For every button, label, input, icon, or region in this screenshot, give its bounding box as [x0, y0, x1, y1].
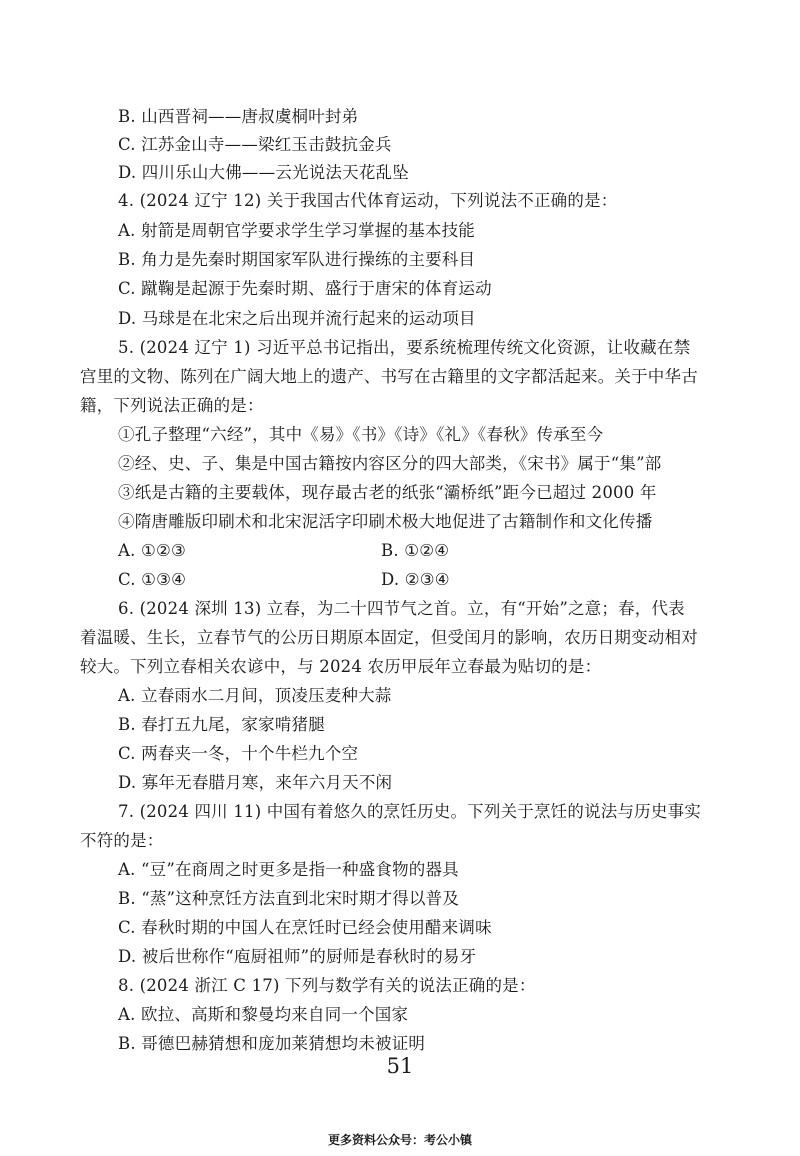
option-6a: A. 立春雨水二月间，顶凌压麦种大蒜 — [118, 686, 392, 705]
option-7c: C. 春秋时期的中国人在烹饪时已经会使用醋来调味 — [118, 918, 492, 937]
question-6-stem-line1: 6. (2024 深圳 13) 立春，为二十四节气之首。立，有“开始”之意；春，代表 — [118, 599, 685, 618]
option-3c: C. 江苏金山寺——梁红玉击鼓抗金兵 — [118, 135, 392, 154]
question-7-stem-line2: 不符的是： — [80, 831, 164, 850]
statement-2: ②经、史、子、集是中国古籍按内容区分的四大部类，《宋书》属于“集”部 — [118, 454, 662, 473]
option-8b: B. 哥德巴赫猜想和庞加莱猜想均未被证明 — [118, 1034, 426, 1053]
question-7-stem-line1: 7. (2024 四川 11) 中国有着悠久的烹饪历史。下列关于烹饪的说法与历史事实 — [118, 802, 701, 821]
statement-1: ①孔子整理“六经”，其中《易》《书》《诗》《礼》《春秋》传承至今 — [118, 425, 604, 444]
option-5c: C. ①③④ — [118, 570, 187, 589]
question-6-stem-line3: 较大。下列立春相关农谚中，与 2024 农历甲辰年立春最为贴切的是： — [80, 657, 602, 676]
question-6-stem-line2: 着温暖、生长，立春节气的公历日期原本固定，但受闰月的影响，农历日期变动相对 — [80, 628, 698, 647]
option-3b: B. 山西晋祠——唐叔虞桐叶封弟 — [118, 107, 359, 126]
page-number: 51 — [386, 1054, 414, 1078]
option-6c: C. 两春夹一冬，十个牛栏九个空 — [118, 744, 359, 763]
option-5b: B. ①②④ — [381, 541, 450, 560]
option-7a: A. “豆”在商周之时更多是指一种盛食物的器具 — [118, 860, 459, 879]
option-7d: D. 被后世称作“庖厨祖师”的厨师是春秋时的易牙 — [118, 947, 477, 966]
statement-4: ④隋唐雕版印刷术和北宋泥活字印刷术极大地促进了古籍制作和文化传播 — [118, 512, 653, 531]
option-4a: A. 射箭是周朝官学要求学生学习掌握的基本技能 — [118, 221, 476, 240]
option-4d: D. 马球是在北宋之后出现并流行起来的运动项目 — [118, 309, 476, 328]
option-3d: D. 四川乐山大佛——云光说法天花乱坠 — [118, 163, 409, 182]
option-5d: D. ②③④ — [381, 570, 450, 589]
option-4b: B. 角力是先秦时期国家军队进行操练的主要科目 — [118, 250, 476, 269]
question-8-stem: 8. (2024 浙江 C 17) 下列与数学有关的说法正确的是： — [118, 976, 536, 995]
option-6b: B. 春打五九尾，家家啃猪腿 — [118, 715, 325, 734]
option-7b: B. “蒸”这种烹饪方法直到北宋时期才得以普及 — [118, 889, 460, 908]
question-5-stem-line2: 宫里的文物、陈列在广阔大地上的遗产、书写在古籍里的文字都活起来。关于中华古 — [80, 367, 698, 386]
question-5-stem-line3: 籍，下列说法正确的是： — [80, 396, 264, 415]
footer-note: 更多资料公众号：考公小镇 — [327, 1133, 472, 1147]
option-5a: A. ①②③ — [118, 541, 186, 560]
option-8a: A. 欧拉、高斯和黎曼均来自同一个国家 — [118, 1005, 409, 1024]
statement-3: ③纸是古籍的主要载体，现存最古老的纸张“灞桥纸”距今已超过 2000 年 — [118, 483, 657, 502]
option-6d: D. 寡年无春腊月寒，来年六月天不闲 — [118, 773, 393, 792]
question-5-stem-line1: 5. (2024 辽宁 1) 习近平总书记指出，要系统梳理传统文化资源，让收藏在禁 — [118, 338, 691, 357]
question-4-stem: 4. (2024 辽宁 12) 关于我国古代体育运动，下列说法不正确的是： — [118, 191, 618, 210]
option-4c: C. 蹴鞠是起源于先秦时期、盛行于唐宋的体育运动 — [118, 279, 492, 298]
